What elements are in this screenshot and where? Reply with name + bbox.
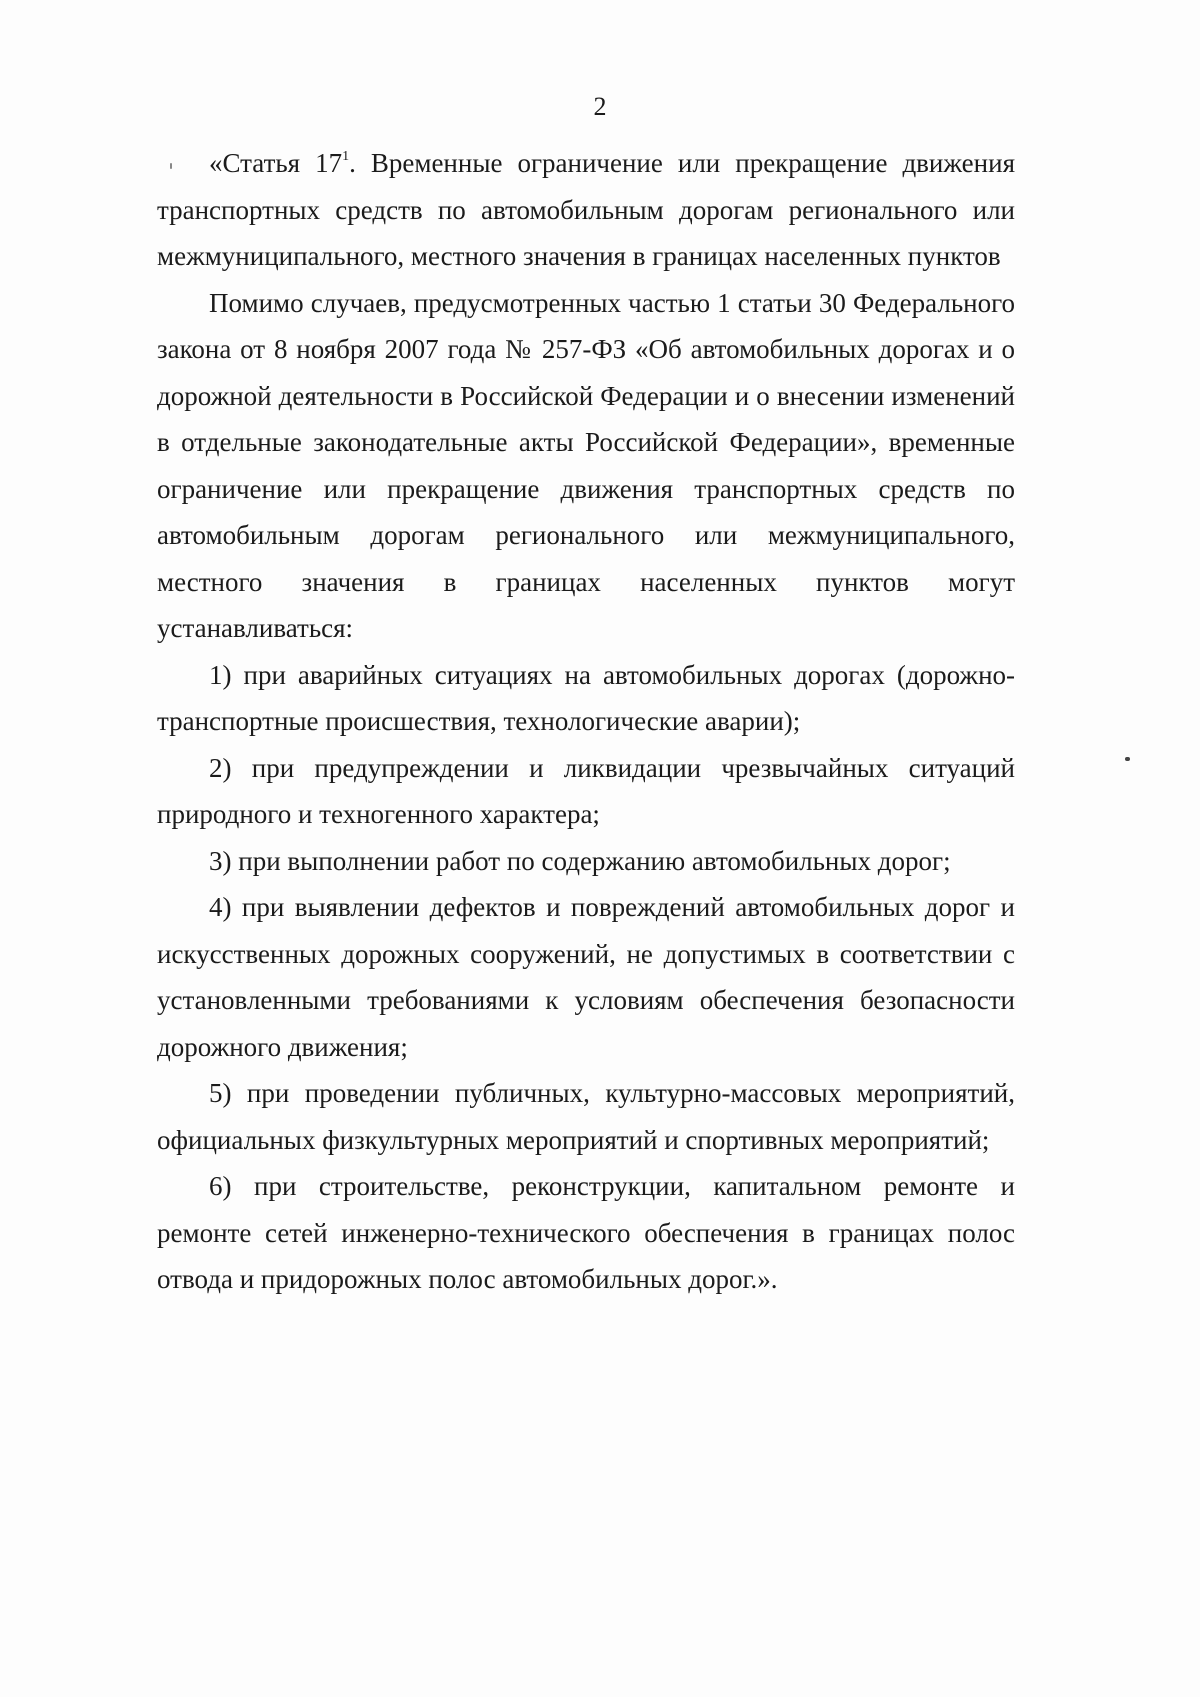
- article-heading-prefix: «Статья 17: [209, 148, 343, 178]
- list-item-text: при аварийных ситуациях на автомобильных дорогах (дорожно-транспортные происшествия, технологические аварии);: [157, 659, 1016, 736]
- article-heading: [157, 140, 1015, 280]
- article-heading-text: . Временные ограничение или прекращение движения транспортных средств по автомобильным дорогам регионального или межмуниципального, местного значения в границах населенных пунктов: [157, 148, 1015, 271]
- list-item-text: при предупреждении и ликвидации чрезвычайных ситуаций природного и техногенного характера;: [157, 752, 1016, 829]
- list-item: [157, 745, 1015, 838]
- list-item-text: при выполнении работ по содержанию автомобильных дорог;: [238, 845, 951, 876]
- list-item: [157, 838, 1015, 885]
- article-number-superscript: 1: [342, 149, 350, 164]
- list-item: [157, 1070, 1015, 1163]
- list-item-text: при выявлении дефектов и повреждений автомобильных дорог и искусственных дорожных сооружений, не допустимых в соответствии с установленными требованиями к условиям обеспечения безопасности дорожного движения;: [157, 892, 1015, 1062]
- list-item: [157, 884, 1015, 1070]
- list-item-number: 3): [209, 845, 232, 876]
- list-item-text: при строительстве, реконструкции, капитальном ремонте и ремонте сетей инженерно-технического обеспечения в границах полос отвода и придорожных полос автомобильных дорог.».: [157, 1171, 1016, 1294]
- list-item-number: 2): [209, 752, 232, 783]
- list-item: [157, 1163, 1015, 1303]
- document-body: [157, 140, 1015, 1303]
- list-item-number: 4): [209, 892, 232, 922]
- page-number: 2: [593, 92, 607, 121]
- list-item-text: при проведении публичных, культурно-массовых мероприятий, официальных физкультурных мероприятий и спортивных мероприятий;: [157, 1078, 1016, 1155]
- scan-speck: [1125, 757, 1130, 761]
- list-item-number: 5): [209, 1078, 232, 1108]
- list-item: [157, 652, 1015, 745]
- list-item-number: 6): [209, 1171, 232, 1201]
- intro-paragraph: Помимо случаев, предусмотренных частью 1 статьи 30 Федерального закона от 8 ноября 2007 года № 257-ФЗ «Об автомобильных дорогах и о дорожной деятельности в Российской Федерации и о внесении изменений в отдельные законодательные акты Российской Федерации», временные ограничение или прекращение движения транспортных средств по автомобильным дорогам регионального или межмуниципального, местного значения в границах населенных пунктов могут устанавливаться:: [157, 287, 1015, 643]
- list-item-number: 1): [209, 659, 232, 690]
- scan-speck: [170, 163, 172, 169]
